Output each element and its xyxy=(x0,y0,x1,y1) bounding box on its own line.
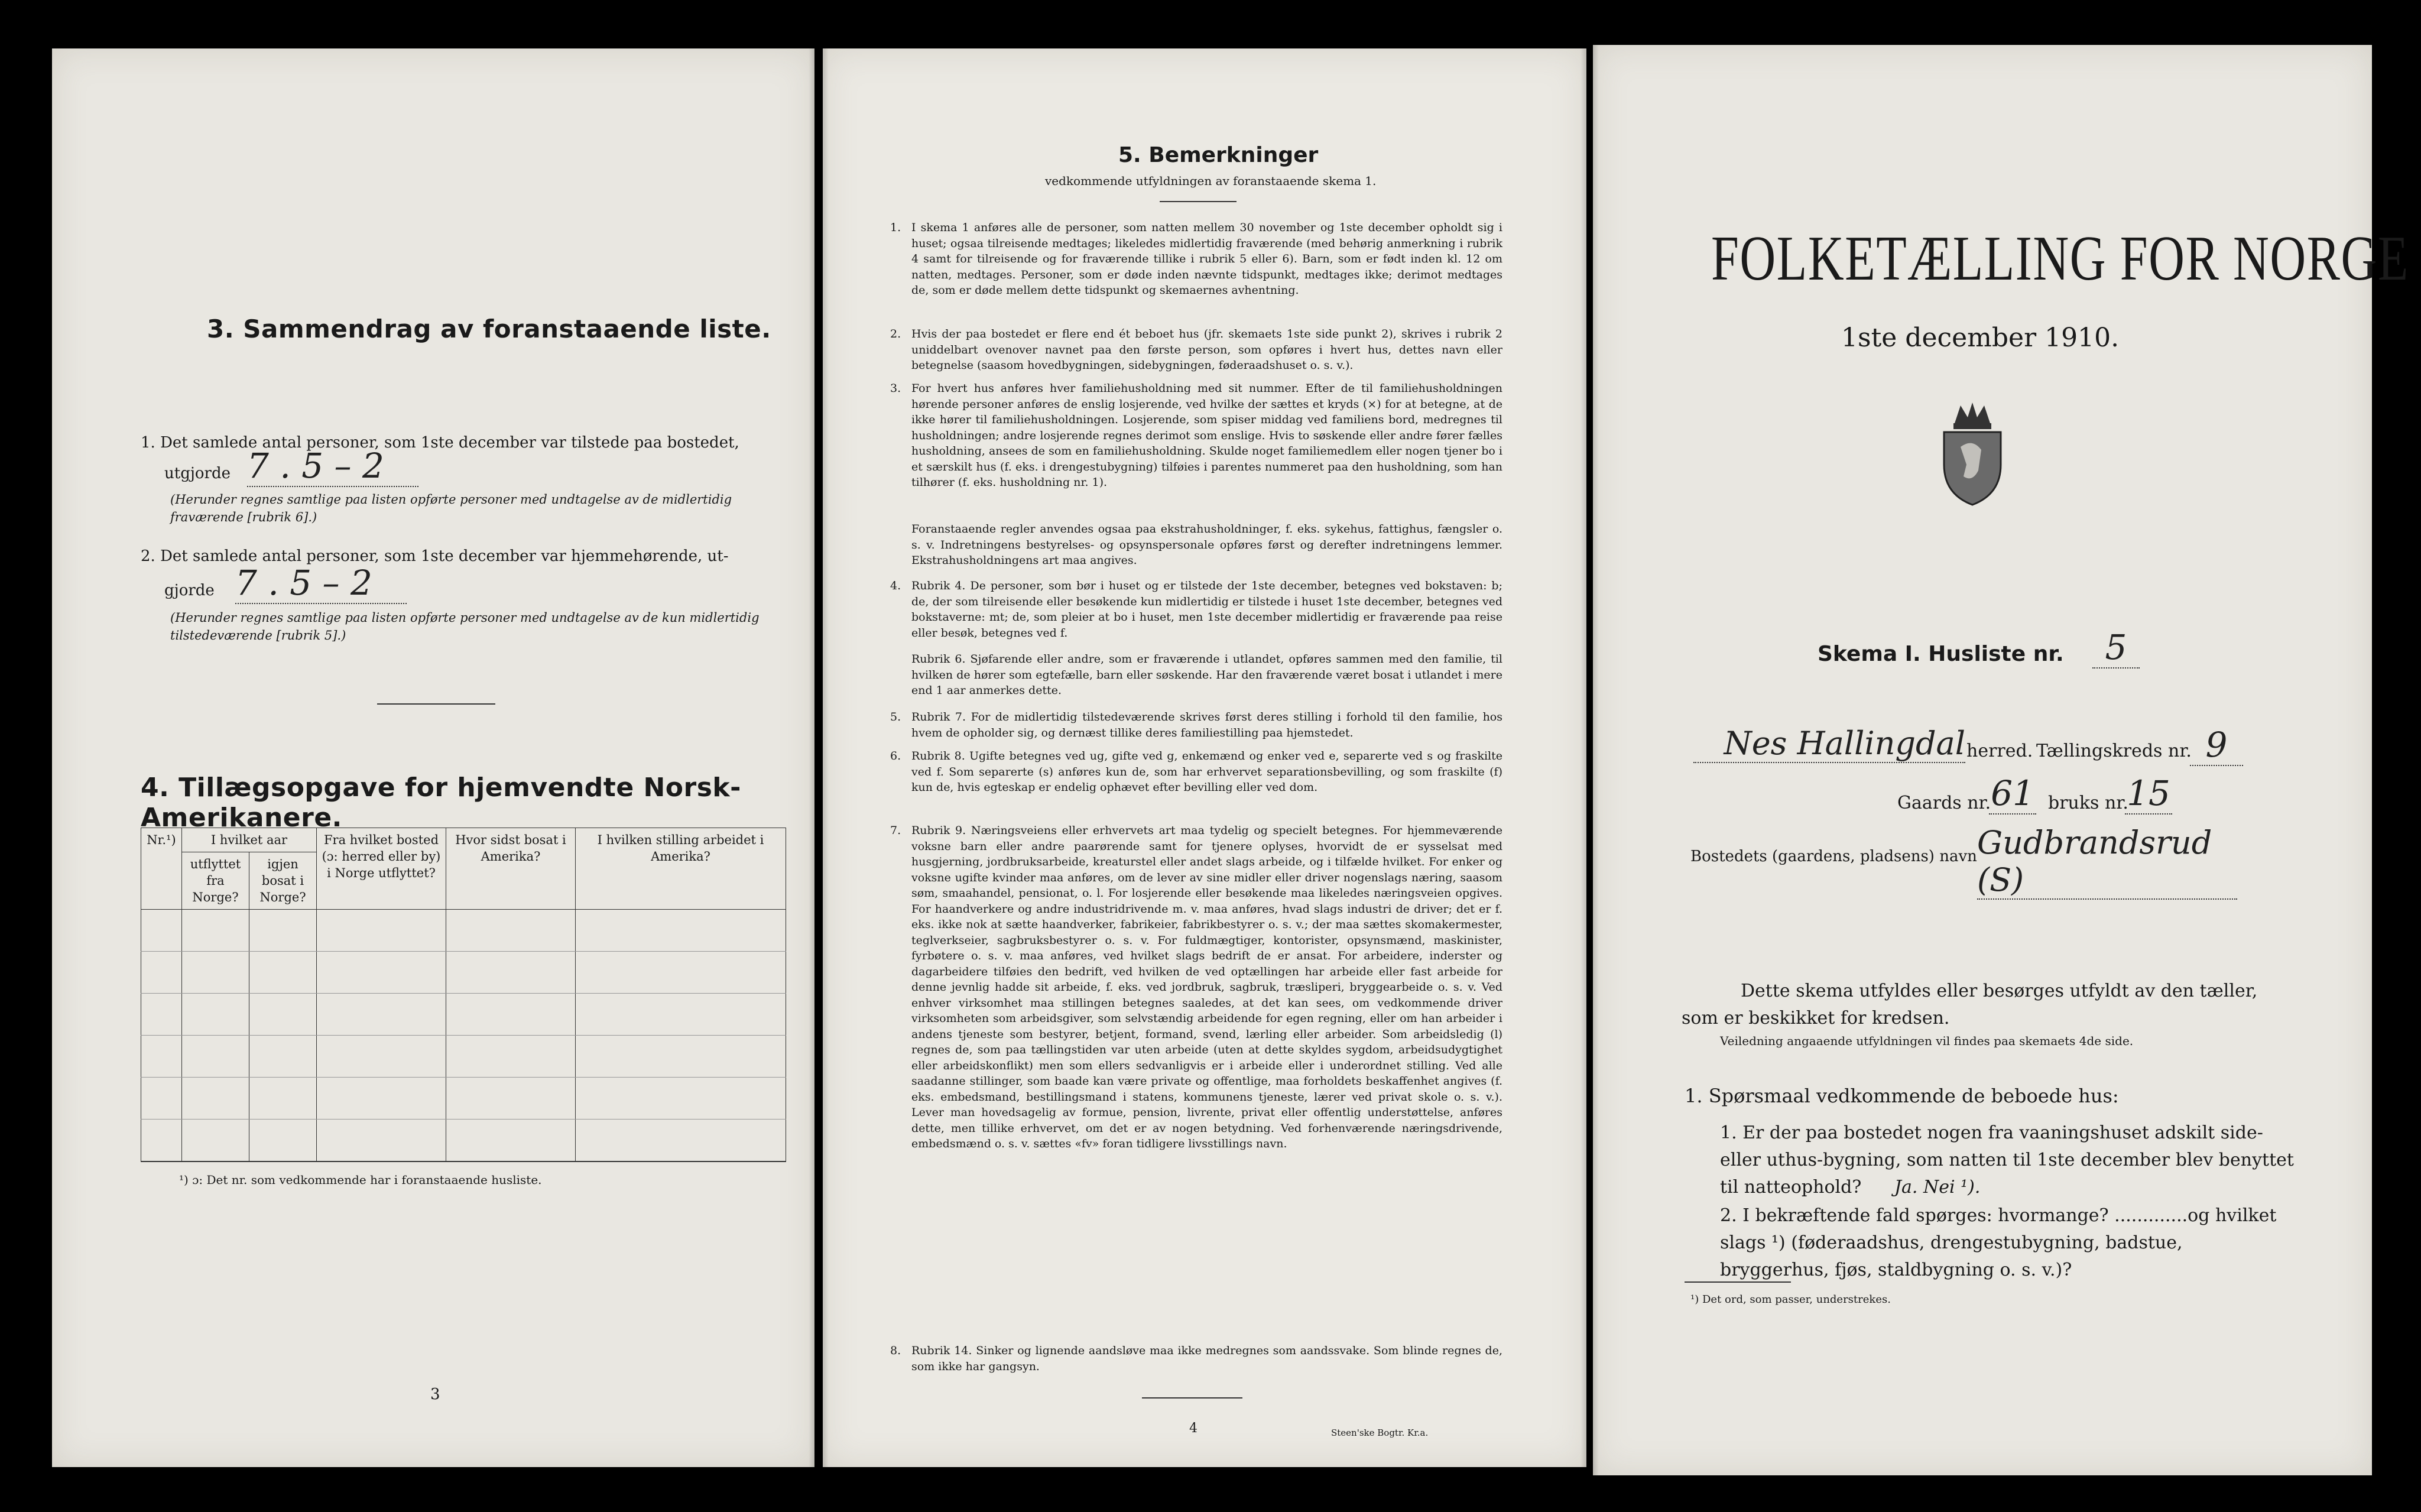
instruction-text: Dette skema utfyldes eller besørges utfyldt av den tæller, som er beskikket for kredsen. xyxy=(1682,981,2258,1028)
page-left xyxy=(52,48,814,1467)
col-hvor-sidst: Hvor sidst bosat i Amerika? xyxy=(446,828,576,910)
bruks-label: bruks nr. xyxy=(2048,793,2128,813)
bemerkninger-subtitle: vedkommende utfyldningen av foranstaaende skema 1. xyxy=(1045,174,1377,188)
item2-text: 2. Det samlede antal personer, som 1ste december var hjemmehørende, ut- xyxy=(141,547,729,565)
note-3: 3. For hvert hus anføres hver familiehusholdning med sit nummer. Efter de til familiehusholdningen hørende personer anføres de enslig losjerende, ved hvilke der sættes et kryds (×) for at betegne, at de ikke hører til familiehusholdningen. Losjerende, som spiser middag ved familiens bord, medregnes til husholdningen; andre losjerende regnes derimot som enslige. Hvis to søskende eller andre fører fælles husholdning, ansees de som en familiehusholdning. Skulde noget familiemedlem eller nogen tjener bo i et særskilt hus (f. eks. i drengestubygning) tilføies i parentes nummeret paa den husholdning, som han tilhører (f. eks. husholdning nr. 1). xyxy=(890,382,1502,489)
right-footnote: ¹) Det ord, som passer, understrekes. xyxy=(1690,1293,1891,1306)
bemerkninger-title: 5. Bemerkninger xyxy=(1118,143,1319,167)
question-2: 2. I bekræftende fald spørges: hvormange? .............og hvilket slags ¹) (føderaadshus, drengestubygning, badstue, bryggerhus, fjøs, staldbygning o. s. v.)? xyxy=(1720,1205,2277,1280)
note-4: 4. Rubrik 4. De personer, som bør i huset og er tilstede der 1ste december, betegnes ved bokstaven: b; de, der som tilreisende eller besøkende kun midlertidig er tilstede i huset 1ste december, betegnes ved bokstaverne: mt; de, som pleier at bo i huset, men 1ste december midlertidig er fraværende paa reise eller besøk, betegnes ved f. xyxy=(890,579,1502,640)
note-3b: Foranstaaende regler anvendes ogsaa paa ekstrahusholdninger, f. eks. sykehus, fattighus, fængsler o. s. v. Indretningens bestyrelses- og opsynspersonale opføres først og derefter indretningens lemmer. Ekstrahusholdningens art maa angives. xyxy=(911,523,1502,567)
col-nr: Nr.¹) xyxy=(141,828,182,910)
kreds-value: 9 xyxy=(2190,725,2243,766)
census-date: 1ste december 1910. xyxy=(1841,323,2120,353)
note-1: 1. I skema 1 anføres alle de personer, som natten mellem 30 november og 1ste december opholdt sig i huset; ogsaa tilreisende medtages; likeledes midlertidig fraværende (med behørig anmerkning i rubrik 4 samt for tilreisende og for fraværende tillike i rubrik 5 eller 6). Barn, som er født inden kl. 12 om natten, medtages. Personer, som er døde inden nævnte tidspunkt, medtages ikke; derimot medtages de, som er døde mellem dette tidspunkt og skemaernes avhentning. xyxy=(890,221,1502,297)
col-stilling: I hvilken stilling arbeidet i Amerika? xyxy=(576,828,786,910)
col-igjen-bosat: igjen bosat i Norge? xyxy=(249,852,317,910)
note-6: 6. Rubrik 8. Ugifte betegnes ved ug, gifte ved g, enkemænd og enker ved e, separerte ved s og fraskilte ved f. Som separerte (s) anføres kun de, som har erhvervet separationsbevilling, og som fraskilte (f) kun de, hvis egteskap er endelig ophævet efter bevilling eller ved dom. xyxy=(890,749,1502,794)
bruks-value: 15 xyxy=(2125,773,2172,815)
table-row xyxy=(141,910,786,952)
table-row xyxy=(141,1078,786,1120)
note-8: 8. Rubrik 14. Sinker og lignende aandsløve maa ikke medregnes som aandssvake. Som blinde regnes de, som ikke har gangsyn. xyxy=(890,1344,1502,1373)
husliste-nr-value: 5 xyxy=(2092,627,2140,669)
question-section-title: 1. Spørsmaal vedkommende de beboede hus: xyxy=(1685,1085,2119,1107)
section3-title: 3. Sammendrag av foranstaaende liste. xyxy=(207,314,771,343)
note-2: 2. Hvis der paa bostedet er flere end ét beboet hus (jfr. skemaets 1ste side punkt 2), skrives i rubrik 2 uniddelbart ovenover navnet paa den første person, som opføres i hvert hus, dettes navn eller betegnelse (saasom hovedbygningen, sidebygningen, føderaadshuset o. s. v.). xyxy=(890,327,1502,372)
table-row xyxy=(141,952,786,994)
herred-value: Nes Hallingdal xyxy=(1693,725,1965,763)
col-fra-hvilket-bosted: Fra hvilket bosted (ɔ: herred eller by) i Norge utflyttet? xyxy=(317,828,446,910)
bosted-value: Gudbrandsrud (S) xyxy=(1977,824,2237,900)
gaards-value: 61 xyxy=(1989,773,2036,815)
item2-note: (Herunder regnes samtlige paa listen opførte personer med undtagelse av de kun midlertidig tilstedeværende [rubrik 5].) xyxy=(170,611,760,643)
table-row xyxy=(141,994,786,1036)
section4-title: 4. Tillægsopgave for hjemvendte Norsk-Amerikanere. xyxy=(141,773,741,833)
page-middle xyxy=(823,48,1586,1467)
census-title: FOLKETÆLLING FOR NORGE xyxy=(1711,223,2409,294)
kreds-label: Tællingskreds nr. xyxy=(2036,741,2192,761)
table-row xyxy=(141,1120,786,1162)
item1-note: (Herunder regnes samtlige paa listen opførte personer med undtagelse av de midlertidig fraværende [rubrik 6].) xyxy=(170,492,732,524)
note-7: 7. Rubrik 9. Næringsveiens eller erhvervets art maa tydelig og specielt betegnes. For hjemmeværende voksne barn eller andre paarørende samt for tjenere oplyses, hvorvidt de er sysselsat med husgjerning, jordbruksarbeide, kreaturstel eller andet slags arbeide, og i tilfælde hvilket. For enker og voksne ugifte kvinder maa anføres, om de lever av sine midler eller driver nogenslags næring, saasom søm, smaahandel, pensionat, o. l. For losjerende eller besøkende maa likeledes næringsveien opgives. For haandverkere og andre industridrivende m. v. maa anføres, hvad slags industri de driver; det er f. eks. ikke nok at sætte haandverker, fabrikeier, fabrikbestyrer o. s. v.; der maa sættes skomakermester, teglverkseier, sagbruksbestyrer o. s. v. For fuldmægtiger, kontorister, opsynsmænd, maskinister, fyrbøtere o. s. v. maa anføres, ved hvilket slags bedrift de er ansat. For arbeidere, inderster og dagarbeidere tilføies den bedrift, ved hvilken de ved optællingen har arbeide eller fast arbeide for denne jevnlig hadde sit arbeide, f. eks. ved jordbruk, sagbruk, træsliperi, bryggearbeide o. s. v. Ved enhver virksomhet maa stillingen betegnes saaledes, at det kan sees, om vedkommende driver virksomheten som arbeidsgiver, som selvstændig arbeidende for egen regning, eller om han arbeider i andens tjeneste som bestyrer, betjent, formand, svend, lærling eller arbeider. Som arbeidsledig (l) regnes de, som paa tællingstiden var uten arbeide (uten at dette skyldes sygdom, arbeidsudygtighet eller arbeidskonflikt) men som ellers sedvanligvis er i arbeide eller i underordnet stilling. Ved alle saadanne stillinger, som baade kan være private og offentlige, maa forholdets beskaffenhet angives (f. eks. embedsmand, bestillingsmand i statens, kommunens tjeneste, lærer ved privat skole o. s. v.). Lever man hovedsagelig av formue, pension, livrente, privat eller offentlig understøttelse, anføres dette, men tillike erhvervet, om det er av nogen betydning. Ved forhenværende næringsdrivende, embedsmænd o. s. v. sættes «fv» foran tidligere livsstillings navn. xyxy=(890,824,1502,1150)
table-footnote: ¹) ɔ: Det nr. som vedkommende har i foranstaaende husliste. xyxy=(179,1173,542,1187)
question-1-answer: Ja. Nei ¹). xyxy=(1894,1177,1981,1198)
veiledning-text: Veiledning angaaende utfyldningen vil findes paa skemaets 4de side. xyxy=(1720,1034,2134,1048)
item1-text: 1. Det samlede antal personer, som 1ste december var tilstede paa bostedet, xyxy=(141,434,739,452)
divider xyxy=(377,703,495,705)
skema-label: Skema I. Husliste nr. xyxy=(1818,642,2064,666)
coat-of-arms-icon xyxy=(1937,400,2008,506)
note-4b: Rubrik 6. Sjøfarende eller andre, som er fraværende i utlandet, opføres sammen med den familie, til hvilken de hører som egtefælle, barn eller søskende. Har den fraværende været bosat i utlandet i mere end 1 aar anmerkes dette. xyxy=(911,653,1502,697)
question-1: 1. Er der paa bostedet nogen fra vaaningshuset adskilt side- eller uthus-bygning, som natten til 1ste december blev benyttet til natteophold? xyxy=(1720,1122,2294,1198)
col-hvilket-aar: I hvilket aar xyxy=(182,828,317,852)
page-number-4: 4 xyxy=(1189,1421,1197,1436)
bosted-label: Bostedets (gaardens, pladsens) navn xyxy=(1690,848,1977,865)
item2-handwritten-value: 7 . 5 – 2 xyxy=(235,563,407,604)
herred-label: herred. xyxy=(1966,741,2033,761)
gaards-label: Gaards nr. xyxy=(1897,793,1991,813)
item1-utgjorde: utgjorde xyxy=(164,465,231,482)
page-number-3: 3 xyxy=(430,1386,440,1403)
item1-handwritten-value: 7 . 5 – 2 xyxy=(247,446,418,487)
page-right xyxy=(1593,45,2409,1475)
note-5: 5. Rubrik 7. For de midlertidig tilstedeværende skrives først deres stilling i forhold til den familie, hos hvem de opholder sig, og dernæst tillike deres familiestilling paa hjemstedet. xyxy=(890,710,1502,739)
col-utflyttet: utflyttet fra Norge? xyxy=(182,852,249,910)
table-row xyxy=(141,1036,786,1078)
printer-mark: Steen'ske Bogtr. Kr.a. xyxy=(1331,1427,1429,1438)
item2-utgjorde: gjorde xyxy=(164,582,215,599)
norsk-amerikaner-table xyxy=(141,828,786,1162)
